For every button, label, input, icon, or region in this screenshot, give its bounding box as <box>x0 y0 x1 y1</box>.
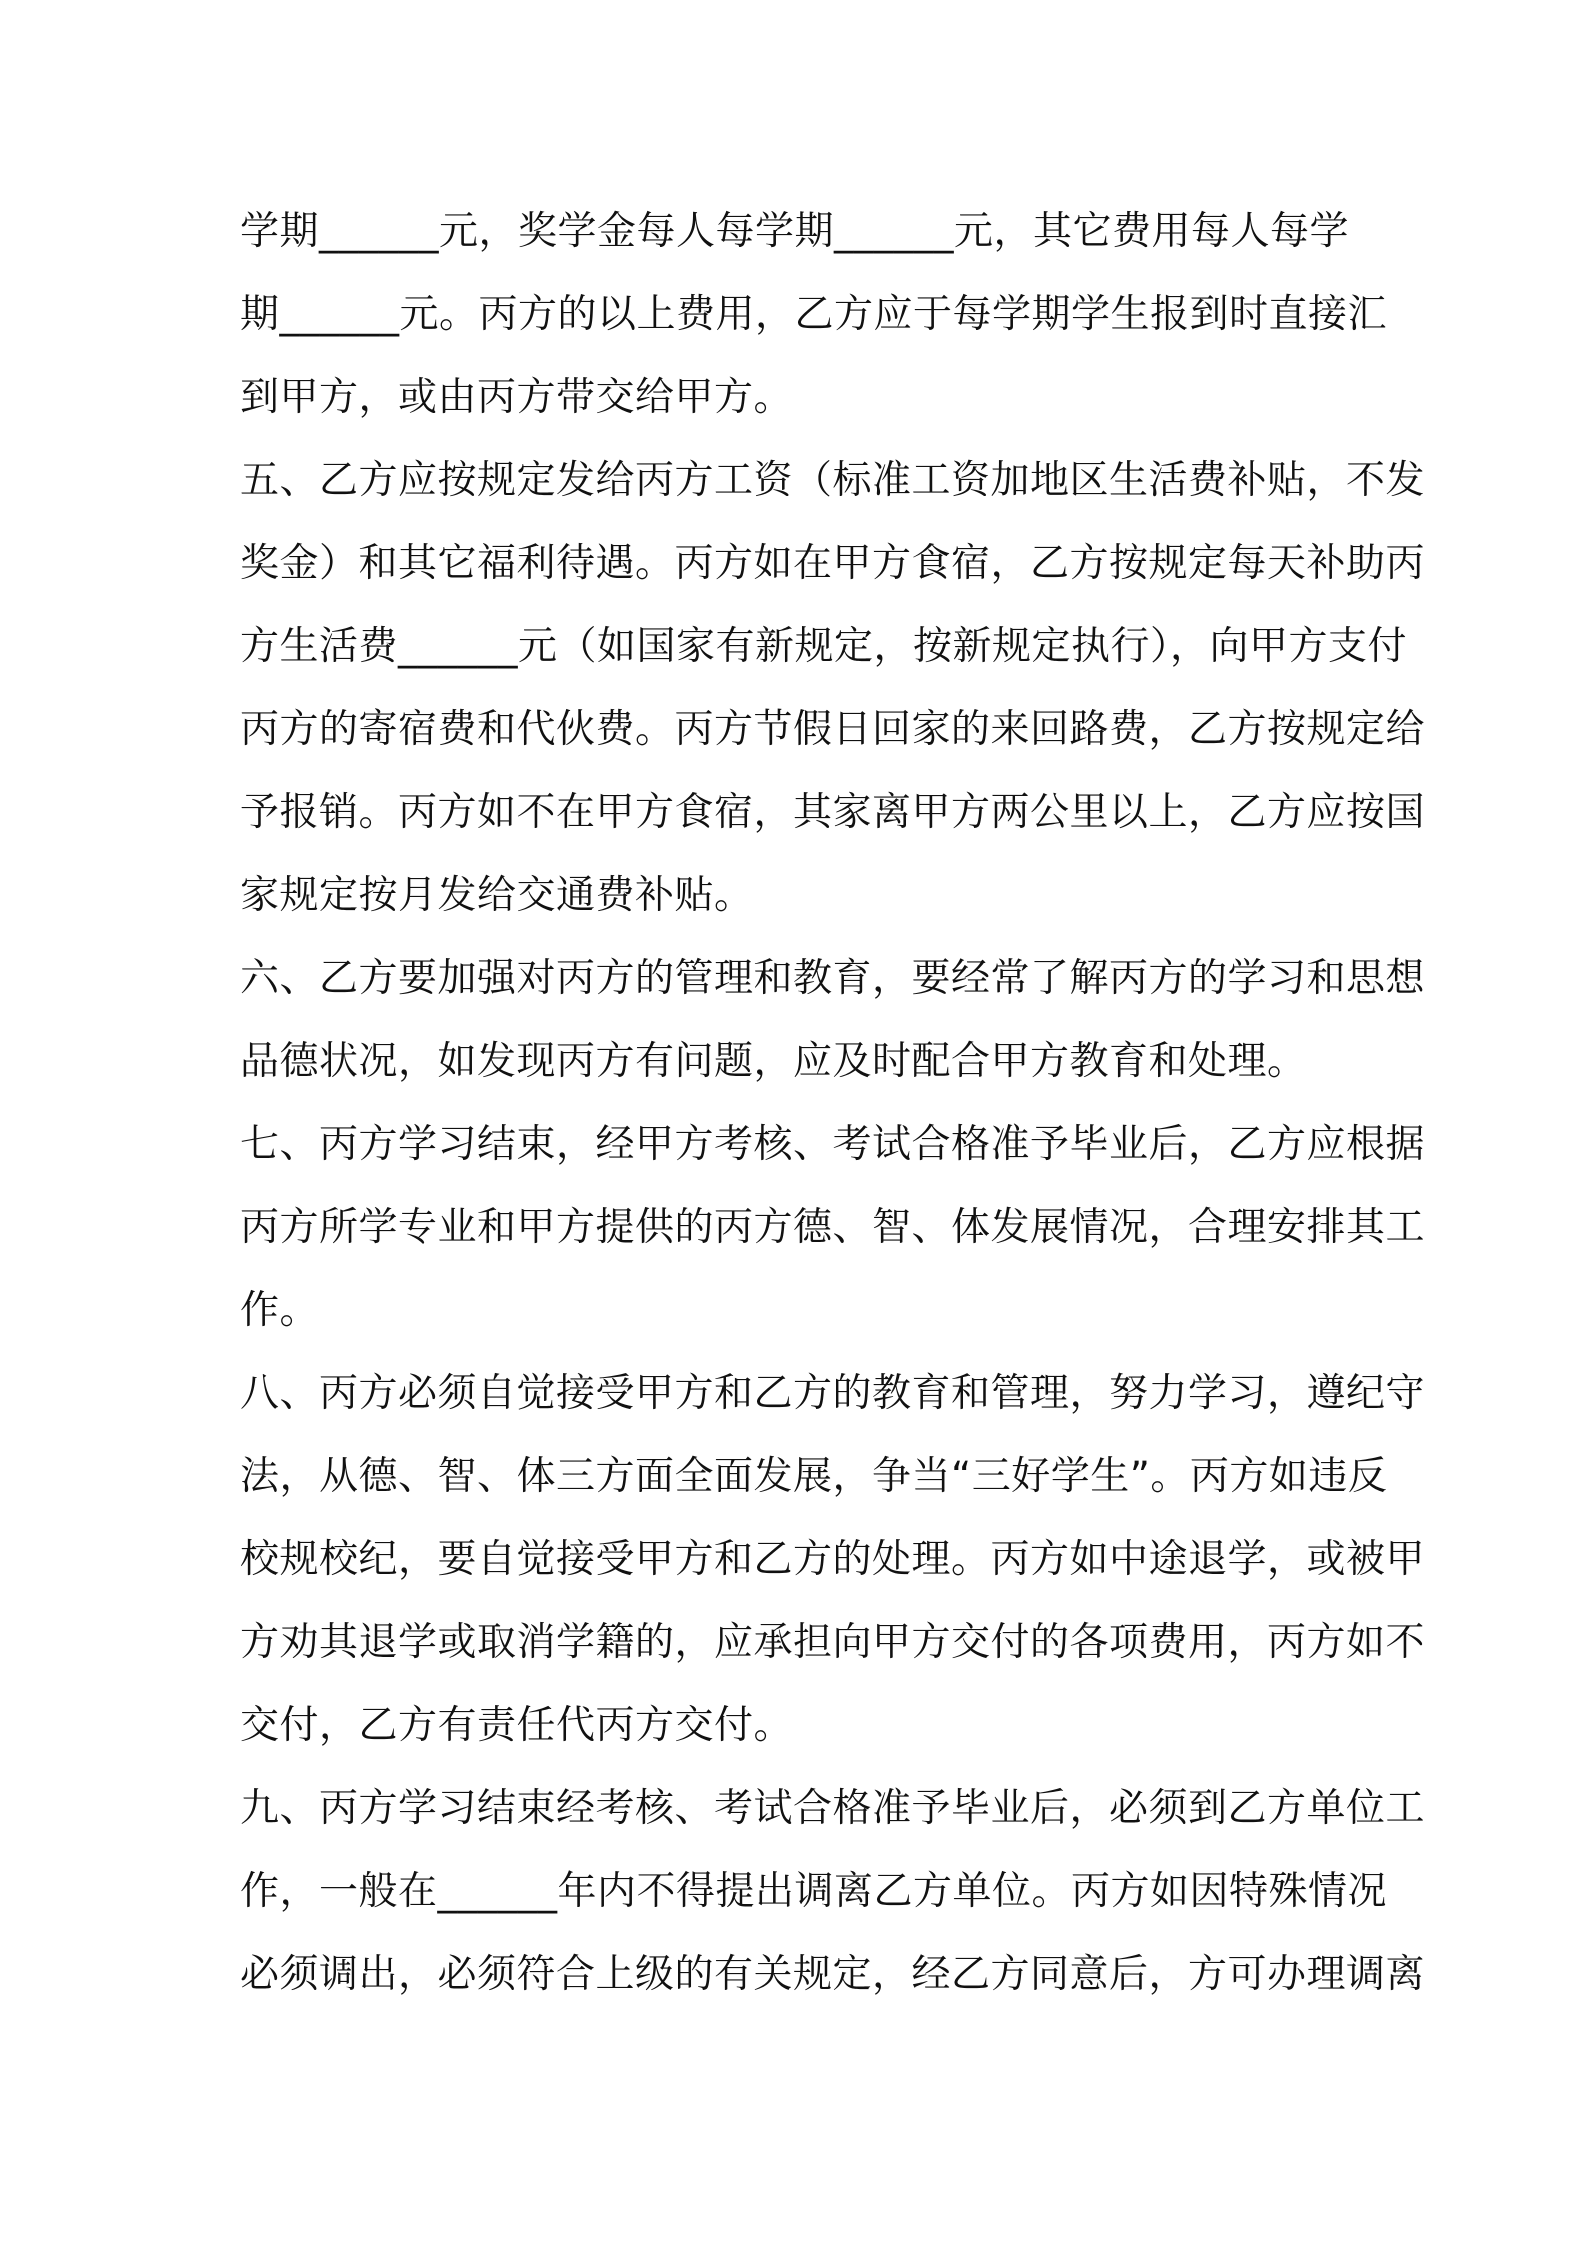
text-line: 校规校纪，要自觉接受甲方和乙方的处理。丙方如中途退学，或被甲 <box>240 1537 1426 1582</box>
text-line: 七、丙方学习结束，经甲方考核、考试合格准予毕业后，乙方应根据 <box>240 1122 1426 1167</box>
text-line: 家规定按月发给交通费补贴。 <box>240 873 754 918</box>
text-line: 交付，乙方有责任代丙方交付。 <box>240 1703 794 1748</box>
text-line: 法，从德、智、体三方面全面发展，争当“三好学生”。丙方如违反 <box>240 1454 1388 1499</box>
text-line: 丙方所学专业和甲方提供的丙方德、智、体发展情况，合理安排其工 <box>240 1205 1426 1250</box>
text-line: 六、乙方要加强对丙方的管理和教育，要经常了解丙方的学习和思想 <box>240 956 1426 1001</box>
text-line: 予报销。丙方如不在甲方食宿，其家离甲方两公里以上，乙方应按国 <box>240 790 1426 835</box>
text-line: 到甲方，或由丙方带交给甲方。 <box>240 375 794 420</box>
text-line: 九、丙方学习结束经考核、考试合格准予毕业后，必须到乙方单位工 <box>240 1786 1426 1831</box>
text-line: 期______元。丙方的以上费用，乙方应于每学期学生报到时直接汇 <box>240 292 1388 337</box>
document-body <box>240 190 1426 2016</box>
text-line: 品德状况，如发现丙方有问题，应及时配合甲方教育和处理。 <box>240 1039 1307 1084</box>
text-line: 必须调出，必须符合上级的有关规定，经乙方同意后，方可办理调离 <box>240 1952 1426 1997</box>
text-line: 作，一般在______年内不得提出调离乙方单位。丙方如因特殊情况 <box>240 1869 1388 1914</box>
text-line: 方生活费______元（如国家有新规定，按新规定执行），向甲方支付 <box>240 624 1408 669</box>
text-line: 奖金）和其它福利待遇。丙方如在甲方食宿，乙方按规定每天补助丙 <box>240 541 1426 586</box>
text-line: 丙方的寄宿费和代伙费。丙方节假日回家的来回路费，乙方按规定给 <box>240 707 1426 752</box>
text-line: 八、丙方必须自觉接受甲方和乙方的教育和管理，努力学习，遵纪守 <box>240 1371 1426 1416</box>
text-line: 五、乙方应按规定发给丙方工资（标准工资加地区生活费补贴，不发 <box>240 458 1426 503</box>
text-line: 作。 <box>240 1288 320 1333</box>
text-line: 学期______元，奖学金每人每学期______元，其它费用每人每学 <box>240 209 1350 254</box>
text-line: 方劝其退学或取消学籍的，应承担向甲方交付的各项费用，丙方如不 <box>240 1620 1426 1665</box>
